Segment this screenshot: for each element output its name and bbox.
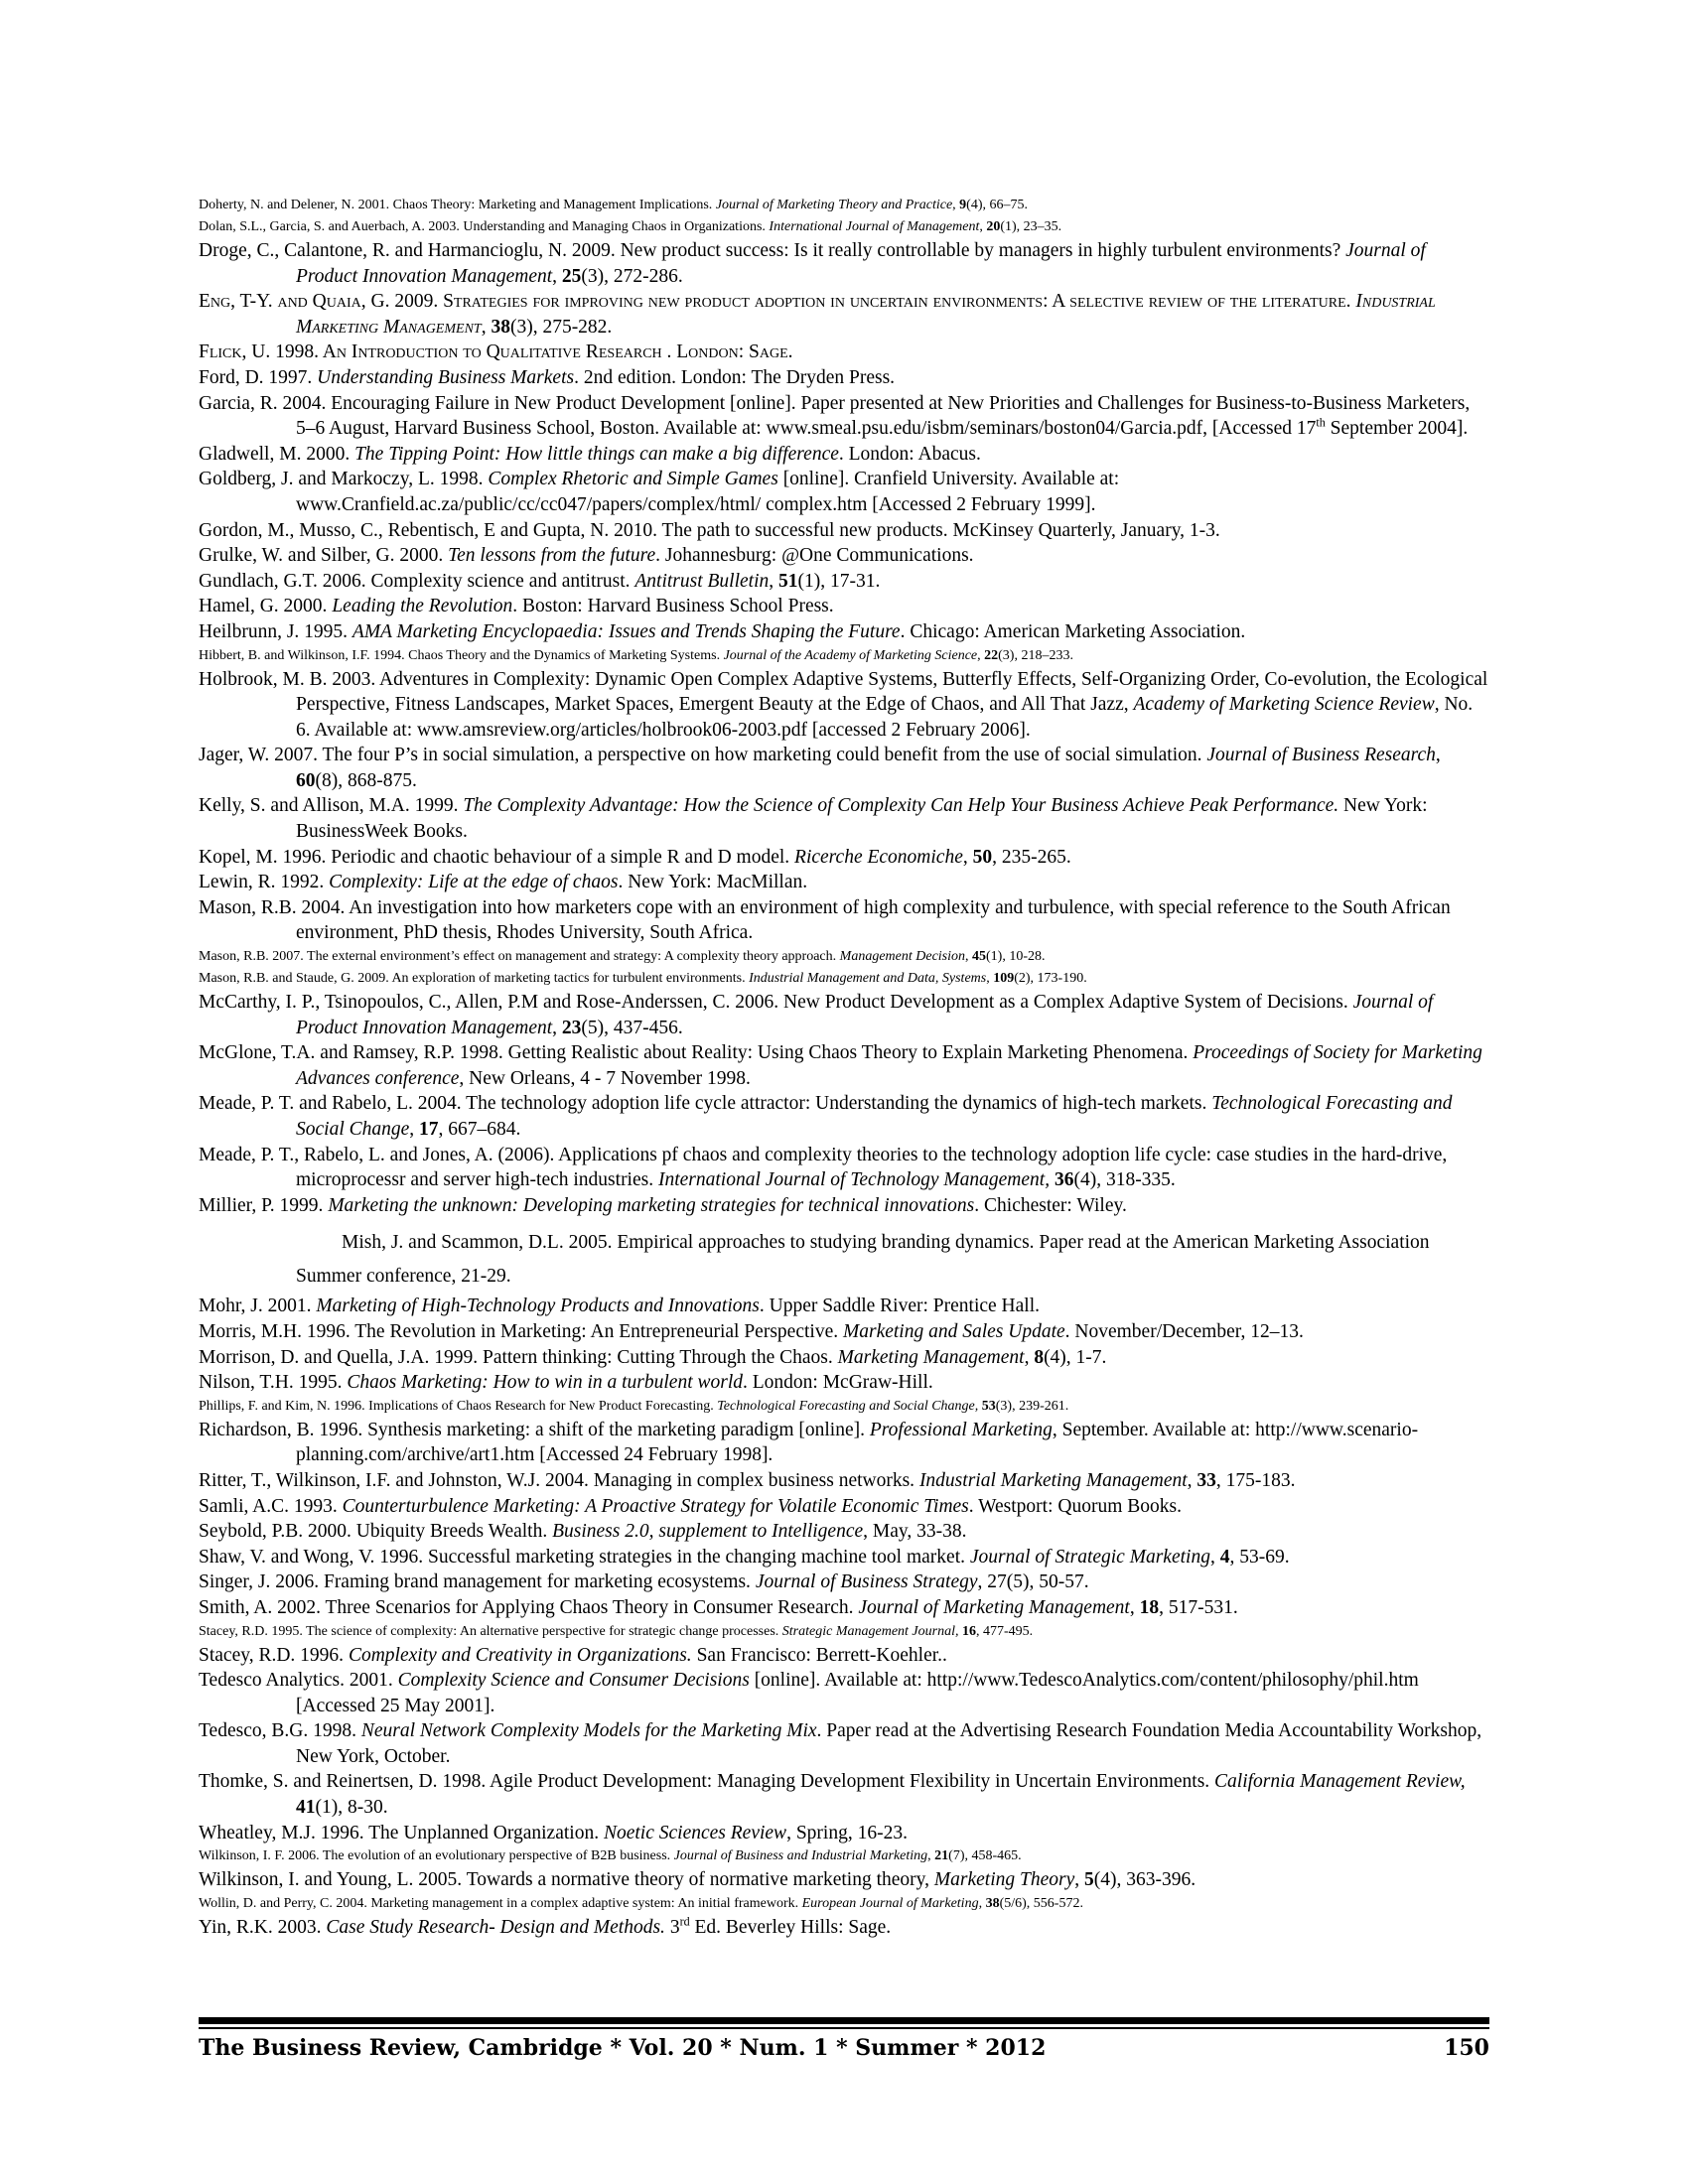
reference-source-title: Antitrust Bulletin [634,570,770,592]
reference-text: [online]. Available at: http://www.TedescoAnalytics.com/content/philosophy/phil.htm [Accessed 25 May 2001]. [296,1670,1419,1716]
reference-text: Morris, M.H. 1996. The Revolution in Marketing: An Entrepreneurial Perspective. [199,1320,843,1342]
reference-source-title: Complexity and Creativity in Organizations. [348,1644,692,1666]
reference-text: (1), 10-28. [986,949,1046,965]
reference-text: Holbrook, M. B. 2003. Adventures in Complexity: Dynamic Open Complex Adaptive Systems, Butterfly Effects, Self-Organizing Order, Co-evolution, the Ecological Perspective, Fitness Landscapes, Market Spaces, Emergent Beauty at the Edge of Chaos, and All That Jazz, [199,668,1488,716]
reference-entry [199,365,1489,391]
reference-text: Thomke, S. and Reinertsen, D. 1998. Agile Product Development: Managing Development Flexibility in Uncertain Environments. [199,1771,1215,1793]
reference-text: . New York: MacMillan. [618,872,808,893]
reference-text: , September. Available at: http://www.scenario-planning.com/archive/art1.htm [Accessed 24 February 1998]. [296,1419,1419,1466]
reference-text: Wheatley, M.J. 1996. The Unplanned Organization. [199,1822,604,1843]
reference-text: . 2nd edition. London: The Dryden Press. [574,366,896,388]
reference-source-title: Academy of Marketing Science Review [1133,694,1435,716]
superscript: th [1316,415,1326,430]
reference-entry [199,1418,1489,1468]
reference-entry [199,743,1489,793]
reference-source-title: Marketing Theory [933,1869,1075,1891]
reference-source-title: The Complexity Advantage: How the Science of Complexity Can Help Your Business Achieve Peak Performance. [463,795,1339,817]
reference-text: Kelly, S. and Allison, M.A. 1999. [199,795,464,817]
reference-text: McGlone, T.A. and Ramsey, R.P. 1998. Getting Realistic about Reality: Using Chaos Theory to Explain Marketing Phenomena. [199,1042,1194,1064]
reference-text: September 2004]. [1325,418,1469,440]
reference-text: Droge, C., Calantone, R. and Harmancioglu, N. 2009. New product success: Is it really controllable by managers in highly turbulent environments? [199,240,1346,261]
reference-text: . Upper Saddle River: Prentice Hall. [759,1296,1040,1317]
reference-text: (3), 218–233. [998,647,1073,663]
reference-text: , [769,570,779,592]
reference-source-title: Chaos Marketing: How to win in a turbulent world [347,1372,744,1394]
reference-text: Tedesco Analytics. 2001. [199,1670,398,1692]
reference-entry [199,1091,1489,1142]
reference-source-title: Journal of the Academy of Marketing Science [723,647,978,663]
page-number: 150 [1444,2035,1489,2061]
reference-source-title: Complexity Science and Consumer Decisions [397,1670,750,1692]
reference-text: Millier, P. 1999. [199,1194,329,1216]
reference-source-title: Professional Marketing [869,1419,1053,1440]
reference-text: Wilkinson, I. and Young, L. 2005. Towards a normative theory of normative marketing theory, [199,1869,934,1891]
reference-entry [199,1570,1489,1595]
reference-text: Ford, D. 1997. [199,366,318,388]
reference-text: McCarthy, I. P., Tsinopoulos, C., Allen, P.M and Rose-Anderssen, C. 2006. New Product Development as a Complex Adaptive System of Decisions. [199,992,1353,1014]
reference-text: . London: Abacus. [838,443,981,465]
reference-entry [199,391,1489,442]
reference-text: (7), 458-465. [948,1848,1022,1864]
reference-text: , [481,316,492,338]
reference-entry [199,793,1489,844]
reference-entry [199,667,1489,744]
reference-entry [199,543,1489,569]
reference-entry [199,569,1489,595]
reference-source-title: International Journal of Management [769,219,980,234]
reference-volume: 50 [972,846,993,868]
reference-text: Ritter, T., Wilkinson, I.F. and Johnston, W.J. 2004. Managing in complex business networks. [199,1469,919,1491]
reference-entry [199,946,1489,968]
reference-entry [199,619,1489,645]
reference-text: , [978,1895,986,1911]
reference-source-title: Business 2.0, supplement to Intelligence [552,1521,864,1543]
reference-entry [199,1519,1489,1545]
reference-text: Kopel, M. 1996. Periodic and chaotic behaviour of a simple R and D model. [199,846,795,868]
reference-text: , [552,265,562,287]
reference-text: , 667–684. [438,1119,521,1140]
reference-source-title: Marketing of High-Technology Products and Innovations [316,1296,760,1317]
reference-source-title: Journal of Product Innovation Management [296,240,1426,287]
reference-entry [199,1867,1489,1893]
reference-volume: 8 [1034,1346,1045,1368]
reference-source-title: International Journal of Technology Management, [657,1169,1051,1191]
reference-text: Smith, A. 2002. Three Scenarios for Applying Chaos Theory in Consumer Research. [199,1596,859,1618]
reference-text: . Westport: Quorum Books. [968,1495,1182,1517]
reference-entry [199,1468,1489,1494]
reference-entry [199,1040,1489,1091]
reference-text: . London: McGraw-Hill. [743,1372,933,1394]
reference-text: Seybold, P.B. 2000. Ubiquity Breeds Wealth. [199,1521,553,1543]
reference-source-title: Journal of Marketing Theory and Practice [715,198,953,212]
reference-source-title: Industrial Marketing Management [918,1469,1188,1491]
reference-text: 3 [664,1916,680,1938]
reference-text: (4), 363-396. [1093,1869,1196,1891]
reference-entry [199,1821,1489,1846]
reference-entry [199,1226,1489,1294]
reference-text: , [979,219,987,234]
reference-source-title: Management Decision [839,949,966,965]
reference-source-title: AMA Marketing Encyclopaedia: Issues and Trends Shaping the Future [352,620,901,642]
reference-source-title: California Management Review, [1214,1771,1466,1793]
reference-entry [199,1345,1489,1371]
reference-volume: 23 [561,1017,582,1038]
reference-text: . Johannesburg: @One Communications. [655,545,974,567]
reference-volume: 60 [296,769,316,791]
reference-text: (1), 23–35. [1000,219,1062,234]
reference-text: (1), 8-30. [315,1797,388,1819]
reference-text: , No. 6. Available at: www.amsreview.org/articles/holbrook06-2003.pdf [accessed 2 February 2006]. [296,694,1474,741]
reference-text: Stacey, R.D. 1995. The science of complexity: An alternative perspective for strategic change processes. [199,1623,782,1639]
reference-entry [199,1396,1489,1418]
reference-entry [199,1595,1489,1621]
reference-source-title: Industrial Management and Data, Systems [749,971,987,987]
reference-volume: 109 [993,971,1015,987]
reference-source-title: Marketing and Sales Update [842,1320,1065,1342]
reference-text: Jager, W. 2007. The four P’s in social simulation, a perspective on how marketing could benefit from the use of social simulation. [199,745,1207,766]
reference-text: . Chicago: American Marketing Association. [900,620,1246,642]
reference-text: Richardson, B. 1996. Synthesis marketing: a shift of the marketing paradigm [online]. [199,1419,870,1440]
reference-source-title: Strategic Management Journal, [781,1623,959,1639]
reference-entry [199,289,1489,340]
reference-text: Lewin, R. 1992. [199,872,330,893]
reference-entry [199,1643,1489,1669]
reference-source-title: Technological Forecasting and Social Change, [717,1398,979,1414]
reference-text: Samli, A.C. 1993. [199,1495,343,1517]
reference-text: Shaw, V. and Wong, V. 1996. Successful marketing strategies in the changing machine tool market. [199,1546,970,1568]
reference-text: [online]. Cranfield University. Available at: www.Cranfield.ac.za/public/cc/cc047/papers/complex/html/ complex.htm [Accessed 2 February 1999]. [296,469,1120,515]
reference-entry [199,1845,1489,1867]
reference-entry [199,1545,1489,1570]
reference-text: , [1187,1469,1197,1491]
reference-entry [199,238,1489,289]
reference-text: Dolan, S.L., Garcia, S. and Auerbach, A. 2003. Understanding and Managing Chaos in Organizations. [199,219,770,234]
reference-volume: 9 [959,198,967,212]
reference-volume: 38 [491,316,510,338]
reference-entry [199,1370,1489,1396]
reference-text: Goldberg, J. and Markoczy, L. 1998. [199,469,489,490]
reference-entry [199,467,1489,517]
footer-journal-title: The Business Review, Cambridge * Vol. 20 * Num. 1 * Summer * 2012 [199,2035,1047,2061]
reference-entry [199,1915,1489,1941]
reference-text: . Chichester: Wiley. [974,1194,1127,1216]
reference-volume: 16 [961,1623,976,1639]
reference-source-title: Complexity: Life at the edge of chaos [329,872,619,893]
reference-entry [199,870,1489,895]
reference-text: , 477-495. [975,1623,1034,1639]
reference-entry [199,1718,1489,1769]
reference-text: Meade, P. T. and Rabelo, L. 2004. The technology adoption life cycle attractor: Understanding the dynamics of high-tech markets. [199,1093,1212,1115]
reference-text: (5), 437-456. [581,1017,683,1038]
reference-list [199,195,1489,1940]
reference-text: Wilkinson, I. F. 2006. The evolution of an evolutionary perspective of B2B business. [199,1848,674,1864]
reference-text: , 53-69. [1229,1546,1290,1568]
reference-source-title: Complex Rhetoric and Simple Games [488,469,778,490]
reference-text: , 517-531. [1159,1596,1238,1618]
reference-volume: 36 [1054,1169,1074,1191]
reference-text: (3), 275-282. [509,316,613,338]
reference-entry [199,1193,1489,1219]
reference-volume: 25 [561,265,582,287]
reference-volume: 20 [986,219,1001,234]
superscript: rd [679,1914,690,1929]
reference-text: , [962,846,973,868]
reference-source-title: Ten lessons from the future [448,545,656,567]
reference-text: Yin, R.K. 2003. [199,1916,327,1938]
reference-entry [199,968,1489,990]
reference-text: , [1435,745,1441,766]
reference-text: Gladwell, M. 2000. [199,443,355,465]
reference-text: Ed. Beverley Hills: Sage. [689,1916,892,1938]
reference-entry [199,1143,1489,1193]
reference-source-title: Industrial Marketing Management [296,291,1436,338]
reference-entry [199,1621,1489,1643]
reference-entry [199,518,1489,544]
reference-text: Doherty, N. and Delener, N. 2001. Chaos Theory: Marketing and Management Implications. [199,198,716,212]
reference-text: Mish, J. and Scammon, D.L. 2005. Empirical approaches to studying branding dynamics. Paper read at the American Marketing Association Summer conference, 21-29. [296,1232,1430,1288]
reference-source-title: Case Study Research- Design and Methods. [326,1916,665,1938]
reference-entry [199,645,1489,667]
reference-text: , [965,949,973,965]
reference-text: Stacey, R.D. 1996. [199,1644,349,1666]
reference-text: Mason, R.B. and Staude, G. 2009. An exploration of marketing tactics for turbulent environments. [199,971,750,987]
reference-source-title: Noetic Sciences Review [603,1822,787,1843]
reference-volume: 18 [1139,1596,1160,1618]
reference-volume: 33 [1196,1469,1216,1491]
reference-text: New York: BusinessWeek Books. [296,795,1428,843]
reference-text: Singer, J. 2006. Framing brand management for marketing ecosystems. [199,1571,756,1593]
reference-text: San Francisco: Berrett-Koehler.. [691,1644,947,1666]
reference-text: Gundlach, G.T. 2006. Complexity science and antitrust. [199,570,635,592]
reference-volume: 5 [1084,1869,1094,1891]
reference-volume: 21 [934,1848,949,1864]
reference-volume: 53 [981,1398,996,1414]
reference-text: Grulke, W. and Silber, G. 2000. [199,545,449,567]
reference-text: Mason, R.B. 2004. An investigation into how marketers cope with an environment of high complexity and turbulence, with special reference to the South African environment, PhD thesis, Rhodes University, South Africa. [199,896,1451,944]
reference-source-title: Journal of Strategic Marketing [969,1546,1210,1568]
reference-entry [199,1769,1489,1820]
reference-text: , New Orleans, 4 - 7 November 1998. [459,1067,751,1089]
reference-text: Hamel, G. 2000. [199,596,333,617]
reference-entry [199,1494,1489,1520]
reference-text: Flick, U. 1998. An Introduction to Qualitative Research . London: Sage. [199,341,793,363]
reference-text: (3), 272-286. [581,265,683,287]
reference-volume: 51 [778,570,798,592]
reference-volume: 41 [296,1797,316,1819]
reference-source-title: Neural Network Complexity Models for the Marketing Mix [360,1720,817,1742]
reference-text: Mason, R.B. 2007. The external environment’s effect on management and strategy: A complexity theory approach. [199,949,840,965]
reference-text: , [986,971,994,987]
reference-text: (3), 239-261. [995,1398,1069,1414]
reference-text: (5/6), 556-572. [999,1895,1083,1911]
reference-entry [199,594,1489,619]
reference-volume: 38 [985,1895,1000,1911]
reference-source-title: Marketing the unknown: Developing marketing strategies for technical innovations [328,1194,975,1216]
reference-text: Tedesco, B.G. 1998. [199,1720,361,1742]
reference-text: , Spring, 16-23. [786,1822,908,1843]
reference-text: . Boston: Harvard Business School Press. [512,596,834,617]
reference-text: (4), 318-335. [1073,1169,1176,1191]
reference-text: (4), 1-7. [1044,1346,1107,1368]
reference-source-title: Journal of Marketing Management [858,1596,1130,1618]
reference-text: , [927,1848,935,1864]
reference-source-title: Journal of Product Innovation Management [296,992,1434,1038]
reference-text: , [1024,1346,1035,1368]
reference-text: . Paper read at the Advertising Research Foundation Media Accountability Workshop, New York, October. [296,1720,1482,1767]
reference-text: Morrison, D. and Quella, J.A. 1999. Pattern thinking: Cutting Through the Chaos. [199,1346,838,1368]
reference-volume: 45 [972,949,987,965]
reference-entry [199,195,1489,216]
reference-entry [199,1294,1489,1319]
reference-text: , [1209,1546,1220,1568]
reference-source-title: Technological Forecasting and Social Change [296,1093,1453,1140]
reference-text: Gordon, M., Musso, C., Rebentisch, E and Gupta, N. 2010. The path to successful new products. McKinsey Quarterly, January, 1-3. [199,519,1220,541]
reference-text: Meade, P. T., Rabelo, L. and Jones, A. (2006). Applications pf chaos and complexity theories to the technology adoption life cycle: case studies in the hard-drive, microprocessr and server high-tech industries. [199,1144,1448,1191]
reference-text: , [952,198,960,212]
reference-text: Garcia, R. 2004. Encouraging Failure in New Product Development [online]. Paper presented at New Priorities and Challenges for Business-to-Business Marketers, 5–6 August, Harvard Business School, Boston. Available at: www.smeal.psu.edu/isbm/seminars/boston04/Garcia.pdf, [Accessed 17 [199,392,1471,440]
reference-text: Eng, T-Y. and Quaia, G. 2009. Strategies for improving new product adoption in uncertain environments: A selective review of the literature. [199,291,1356,313]
reference-text: (1), 17-31. [797,570,881,592]
reference-text: , [977,647,985,663]
reference-text: , 175-183. [1215,1469,1296,1491]
reference-source-title: Ricerche Economiche [794,846,963,868]
reference-text: , [409,1119,420,1140]
reference-text: Hibbert, B. and Wilkinson, I.F. 1994. Chaos Theory and the Dynamics of Marketing Systems. [199,647,724,663]
reference-text: Phillips, F. and Kim, N. 1996. Implications of Chaos Research for New Product Forecasting. [199,1398,718,1414]
reference-source-title: Proceedings of Society for Marketing Advances conference [296,1042,1482,1089]
reference-source-title: Understanding Business Markets [317,366,575,388]
reference-volume: 4 [1219,1546,1230,1568]
reference-entry [199,1893,1489,1915]
reference-entry [199,1319,1489,1345]
reference-entry [199,442,1489,468]
reference-source-title: The Tipping Point: How little things can make a big difference [354,443,839,465]
reference-text: , 235-265. [992,846,1071,868]
reference-entry [199,845,1489,871]
reference-text: , May, 33-38. [863,1521,967,1543]
reference-entry [199,340,1489,365]
reference-text: , 27(5), 50-57. [977,1571,1089,1593]
reference-text: Wollin, D. and Perry, C. 2004. Marketing management in a complex adaptive system: An initial framework. [199,1895,802,1911]
reference-text: Nilson, T.H. 1995. [199,1372,348,1394]
reference-text: (4), 66–75. [966,198,1028,212]
footer-rule [199,2017,1489,2024]
reference-entry [199,990,1489,1040]
reference-text: Heilbrunn, J. 1995. [199,620,352,642]
reference-source-title: Leading the Revolution [332,596,513,617]
reference-volume: 22 [984,647,999,663]
reference-entry [199,216,1489,238]
reference-text: Mohr, J. 2001. [199,1296,317,1317]
reference-source-title: European Journal of Marketing [801,1895,979,1911]
footer-rule-thin [199,2027,1489,2029]
reference-entry [199,895,1489,946]
reference-source-title: Marketing Management [837,1346,1025,1368]
reference-text: , [1074,1869,1084,1891]
reference-text: , [1129,1596,1140,1618]
reference-text: (8), 868-875. [315,769,417,791]
reference-source-title: Journal of Business Strategy [755,1571,978,1593]
reference-source-title: Journal of Business Research [1206,745,1436,766]
reference-text: . November/December, 12–13. [1064,1320,1304,1342]
reference-source-title: Counterturbulence Marketing: A Proactive Strategy for Volatile Economic Times [342,1495,969,1517]
reference-entry [199,1668,1489,1718]
reference-source-title: Journal of Business and Industrial Marketing [673,1848,928,1864]
reference-text: , [552,1017,562,1038]
reference-text: (2), 173-190. [1014,971,1087,987]
reference-volume: 17 [419,1119,439,1140]
